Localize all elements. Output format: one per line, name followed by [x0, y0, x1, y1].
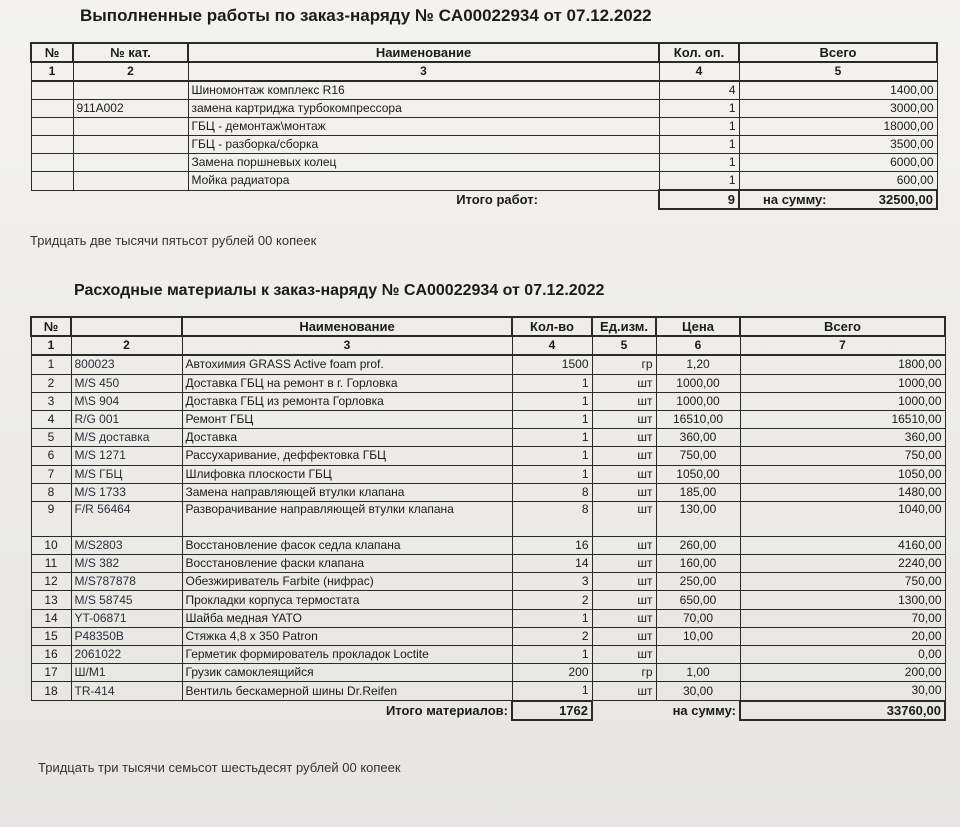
- table-row: [31, 573, 945, 591]
- material-unit: шт: [592, 410, 656, 428]
- material-qty: 1: [512, 429, 592, 447]
- table-row: [31, 118, 937, 136]
- material-qty: 1: [512, 465, 592, 483]
- material-price: 16510,00: [656, 410, 740, 428]
- material-number: 13: [31, 591, 71, 609]
- material-price: [656, 646, 740, 664]
- material-number: 8: [31, 483, 71, 501]
- table-row: [31, 483, 945, 501]
- work-qty: 1: [659, 118, 739, 136]
- table-row: [31, 136, 937, 154]
- work-qty: 1: [659, 100, 739, 118]
- material-code: M/S 1271: [71, 447, 182, 465]
- table-row: [31, 355, 945, 374]
- material-name: Грузик самоклеящийся: [182, 664, 512, 682]
- work-name: Замена поршневых колец: [188, 154, 659, 172]
- material-name: Шайба медная YATO: [182, 609, 512, 627]
- table-row: [31, 172, 937, 191]
- material-code: 2061022: [71, 646, 182, 664]
- material-code: M/S787878: [71, 573, 182, 591]
- material-name: Восстановление фаски клапана: [182, 555, 512, 573]
- work-catalog: [73, 154, 188, 172]
- table-row: [31, 627, 945, 645]
- material-number: 10: [31, 536, 71, 554]
- material-unit: шт: [592, 573, 656, 591]
- materials-col-qty: Кол-во: [512, 317, 592, 336]
- material-total: 20,00: [740, 627, 945, 645]
- material-total: 70,00: [740, 609, 945, 627]
- work-total: 3000,00: [739, 100, 937, 118]
- material-qty: 1: [512, 447, 592, 465]
- material-unit: шт: [592, 536, 656, 554]
- materials-col-total: Всего: [740, 317, 945, 336]
- works-total-sum: 32500,00: [878, 192, 933, 207]
- material-qty: 1: [512, 682, 592, 701]
- material-code: YT-06871: [71, 609, 182, 627]
- material-qty: 8: [512, 483, 592, 501]
- material-qty: 1: [512, 646, 592, 664]
- material-total: 4160,00: [740, 536, 945, 554]
- material-price: 70,00: [656, 609, 740, 627]
- work-qty: 1: [659, 136, 739, 154]
- table-row: [31, 81, 937, 100]
- material-total: 1800,00: [740, 355, 945, 374]
- material-price: 30,00: [656, 682, 740, 701]
- material-code: R/G 001: [71, 410, 182, 428]
- material-unit: шт: [592, 392, 656, 410]
- material-price: 1050,00: [656, 465, 740, 483]
- material-name: Герметик формирователь прокладок Loctite: [182, 646, 512, 664]
- works-colnum: 3: [188, 62, 659, 81]
- work-total: 6000,00: [739, 154, 937, 172]
- work-catalog: [73, 81, 188, 100]
- material-price: 1,20: [656, 355, 740, 374]
- material-number: 4: [31, 410, 71, 428]
- material-total: 1000,00: [740, 392, 945, 410]
- works-col-number: №: [31, 43, 73, 62]
- works-col-total: Всего: [739, 43, 937, 62]
- work-catalog: [73, 136, 188, 154]
- materials-col-price: Цена: [656, 317, 740, 336]
- materials-col-code: [71, 317, 182, 336]
- works-total-label: Итого работ:: [456, 192, 538, 208]
- material-qty: 1: [512, 609, 592, 627]
- material-code: M/S2803: [71, 536, 182, 554]
- material-unit: шт: [592, 429, 656, 447]
- works-colnum-row: [31, 62, 937, 81]
- material-total: 2240,00: [740, 555, 945, 573]
- material-price: 185,00: [656, 483, 740, 501]
- material-unit: шт: [592, 627, 656, 645]
- material-number: 6: [31, 447, 71, 465]
- material-code: 800023: [71, 355, 182, 374]
- material-price: 650,00: [656, 591, 740, 609]
- materials-header-row: [31, 317, 945, 336]
- works-sum-label: на сумму:: [763, 192, 827, 207]
- works-total-sum-cell: [739, 190, 937, 209]
- work-name: Шиномонтаж комплекс R16: [188, 81, 659, 100]
- material-unit: шт: [592, 374, 656, 392]
- work-qty: 1: [659, 154, 739, 172]
- table-row: [31, 447, 945, 465]
- material-number: 12: [31, 573, 71, 591]
- work-number: [31, 100, 73, 118]
- material-name: Доставка: [182, 429, 512, 447]
- work-number: [31, 136, 73, 154]
- work-number: [31, 118, 73, 136]
- work-name: ГБЦ - демонтаж\монтаж: [188, 118, 659, 136]
- material-qty: 1: [512, 392, 592, 410]
- work-qty: 4: [659, 81, 739, 100]
- material-qty: 14: [512, 555, 592, 573]
- work-number: [31, 172, 73, 191]
- material-name: Замена направляющей втулки клапана: [182, 483, 512, 501]
- materials-colnum: 3: [182, 336, 512, 355]
- works-col-catalog: № кат.: [73, 43, 188, 62]
- material-unit: шт: [592, 609, 656, 627]
- material-price: 1000,00: [656, 374, 740, 392]
- material-code: M/S 382: [71, 555, 182, 573]
- material-number: 11: [31, 555, 71, 573]
- material-unit: шт: [592, 555, 656, 573]
- material-total: 16510,00: [740, 410, 945, 428]
- works-total-qty: 9: [659, 190, 739, 209]
- material-total: 1040,00: [740, 501, 945, 536]
- material-price: 130,00: [656, 501, 740, 536]
- materials-colnum: 5: [592, 336, 656, 355]
- table-row: [31, 429, 945, 447]
- works-table: [30, 42, 938, 210]
- works-col-name: Наименование: [188, 43, 659, 62]
- work-name: Мойка радиатора: [188, 172, 659, 191]
- works-colnum: 2: [73, 62, 188, 81]
- material-price: 160,00: [656, 555, 740, 573]
- material-number: 18: [31, 682, 71, 701]
- material-unit: шт: [592, 682, 656, 701]
- material-number: 3: [31, 392, 71, 410]
- materials-colnum: 6: [656, 336, 740, 355]
- material-total: 750,00: [740, 447, 945, 465]
- material-total: 1050,00: [740, 465, 945, 483]
- material-total: 360,00: [740, 429, 945, 447]
- work-total: 3500,00: [739, 136, 937, 154]
- materials-sum-in-words: Тридцать три тысячи семьсот шестьдесят рублей 00 копеек: [38, 760, 401, 775]
- material-number: 9: [31, 501, 71, 536]
- works-colnum: 5: [739, 62, 937, 81]
- materials-title: Расходные материалы к заказ-наряду № CA00022934 от 07.12.2022: [74, 282, 605, 299]
- material-unit: шт: [592, 465, 656, 483]
- work-total: 18000,00: [739, 118, 937, 136]
- materials-table: [30, 316, 946, 721]
- works-total-row: [31, 190, 937, 209]
- table-row: [31, 609, 945, 627]
- work-catalog: [73, 172, 188, 191]
- material-number: 15: [31, 627, 71, 645]
- material-number: 5: [31, 429, 71, 447]
- material-name: Стяжка 4,8 х 350 Patron: [182, 627, 512, 645]
- material-total: 30,00: [740, 682, 945, 701]
- work-qty: 1: [659, 172, 739, 191]
- table-row: [31, 410, 945, 428]
- material-price: 1,00: [656, 664, 740, 682]
- material-total: 1300,00: [740, 591, 945, 609]
- table-row: [31, 501, 945, 536]
- material-price: 10,00: [656, 627, 740, 645]
- material-number: 1: [31, 355, 71, 374]
- material-total: 0,00: [740, 646, 945, 664]
- work-catalog: 911А002: [73, 100, 188, 118]
- materials-total-qty: 1762: [512, 701, 592, 720]
- work-total: 600,00: [739, 172, 937, 191]
- material-unit: шт: [592, 483, 656, 501]
- works-colnum: 1: [31, 62, 73, 81]
- table-row: [31, 664, 945, 682]
- table-row: [31, 100, 937, 118]
- table-row: [31, 374, 945, 392]
- table-row: [31, 591, 945, 609]
- material-number: 16: [31, 646, 71, 664]
- material-name: Ремонт ГБЦ: [182, 410, 512, 428]
- material-qty: 2: [512, 591, 592, 609]
- works-colnum: 4: [659, 62, 739, 81]
- material-code: M/S 58745: [71, 591, 182, 609]
- material-number: 17: [31, 664, 71, 682]
- table-row: [31, 392, 945, 410]
- materials-sum-label: на сумму:: [672, 702, 736, 718]
- material-price: 260,00: [656, 536, 740, 554]
- material-qty: 1: [512, 374, 592, 392]
- material-qty: 1: [512, 410, 592, 428]
- material-name: Вентиль бескамерной шины Dr.Reifen: [182, 682, 512, 701]
- material-price: 1000,00: [656, 392, 740, 410]
- materials-colnum: 7: [740, 336, 945, 355]
- material-qty: 16: [512, 536, 592, 554]
- materials-colnum: 4: [512, 336, 592, 355]
- material-name: Восстановление фасок седла клапана: [182, 536, 512, 554]
- table-row: [31, 154, 937, 172]
- works-title: Выполненные работы по заказ-наряду № CA00022934 от 07.12.2022: [80, 6, 652, 25]
- material-qty: 200: [512, 664, 592, 682]
- material-qty: 2: [512, 627, 592, 645]
- work-number: [31, 154, 73, 172]
- materials-colnum: 1: [31, 336, 71, 355]
- material-qty: 3: [512, 573, 592, 591]
- table-row: [31, 555, 945, 573]
- material-name: Доставка ГБЦ на ремонт в г. Горловка: [182, 374, 512, 392]
- materials-colnum: 2: [71, 336, 182, 355]
- material-name: Доставка ГБЦ из ремонта Горловка: [182, 392, 512, 410]
- materials-col-unit: Ед.изм.: [592, 317, 656, 336]
- work-name: ГБЦ - разборка/сборка: [188, 136, 659, 154]
- table-row: [31, 465, 945, 483]
- material-unit: шт: [592, 646, 656, 664]
- material-unit: гр: [592, 355, 656, 374]
- table-row: [31, 536, 945, 554]
- material-unit: шт: [592, 447, 656, 465]
- material-name: Прокладки корпуса термостата: [182, 591, 512, 609]
- material-number: 2: [31, 374, 71, 392]
- material-code: P48350B: [71, 627, 182, 645]
- material-unit: шт: [592, 501, 656, 536]
- works-header-row: [31, 43, 937, 62]
- material-name: Шлифовка плоскости ГБЦ: [182, 465, 512, 483]
- materials-total-sum: 33760,00: [740, 701, 945, 720]
- work-total: 1400,00: [739, 81, 937, 100]
- work-catalog: [73, 118, 188, 136]
- material-total: 750,00: [740, 573, 945, 591]
- material-code: Ш/М1: [71, 664, 182, 682]
- material-code: M/S 1733: [71, 483, 182, 501]
- material-code: TR-414: [71, 682, 182, 701]
- work-number: [31, 81, 73, 100]
- table-row: [31, 682, 945, 701]
- material-qty: 1500: [512, 355, 592, 374]
- material-code: M/S доставка: [71, 429, 182, 447]
- material-unit: шт: [592, 591, 656, 609]
- material-code: M/S 450: [71, 374, 182, 392]
- materials-total-row: [31, 701, 945, 720]
- material-price: 750,00: [656, 447, 740, 465]
- materials-total-label: Итого материалов:: [385, 702, 508, 718]
- material-total: 200,00: [740, 664, 945, 682]
- material-code: M\S 904: [71, 392, 182, 410]
- material-name: Обезжириватель Farbite (нифрас): [182, 573, 512, 591]
- works-col-qty: Кол. оп.: [659, 43, 739, 62]
- material-total: 1000,00: [740, 374, 945, 392]
- material-code: M/S ГБЦ: [71, 465, 182, 483]
- material-unit: гр: [592, 664, 656, 682]
- works-sum-in-words: Тридцать две тысячи пятьсот рублей 00 копеек: [30, 233, 317, 248]
- material-qty: 8: [512, 501, 592, 536]
- work-name: замена картриджа турбокомпрессора: [188, 100, 659, 118]
- material-name: Автохимия GRASS Active foam prof.: [182, 355, 512, 374]
- materials-col-number: №: [31, 317, 71, 336]
- material-price: 250,00: [656, 573, 740, 591]
- material-number: 7: [31, 465, 71, 483]
- material-price: 360,00: [656, 429, 740, 447]
- table-row: [31, 646, 945, 664]
- material-total: 1480,00: [740, 483, 945, 501]
- material-name: Рассухаривание, деффектовка ГБЦ: [182, 447, 512, 465]
- materials-colnum-row: [31, 336, 945, 355]
- material-name: Разворачивание направляющей втулки клапана: [182, 501, 512, 536]
- material-number: 14: [31, 609, 71, 627]
- material-code: F/R 56464: [71, 501, 182, 536]
- materials-col-name: Наименование: [182, 317, 512, 336]
